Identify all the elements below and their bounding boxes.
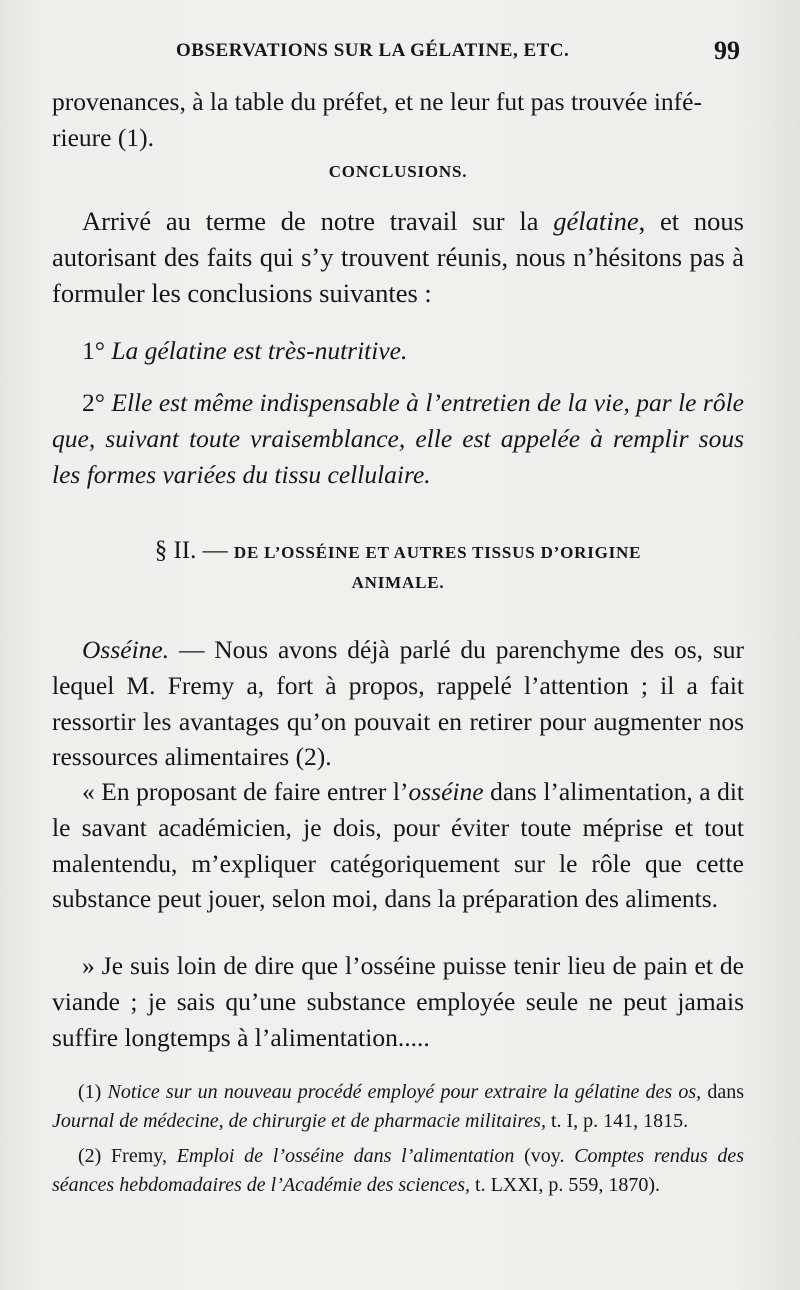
- footnote-1-journal: Journal de médecine, de chirurgie et de pharmacie militaires,: [52, 1110, 546, 1132]
- conclusion-item-1: [52, 333, 744, 369]
- section-title-line-2: ANIMALE.: [351, 573, 445, 592]
- section-heading: [52, 537, 744, 595]
- intro-part-b: , et nous autorisant des faits qui s’y trouvent réunis, nous n’hésitons pas à formuler les conclusions suivantes :: [52, 206, 744, 308]
- section-dash: —: [202, 537, 228, 564]
- quote-paragraph-2: [52, 948, 744, 1055]
- opening-paragraph: [52, 84, 744, 156]
- item-2-number: 2°: [82, 388, 105, 417]
- footnote-2-number: (2): [78, 1145, 102, 1167]
- running-head-title: OBSERVATIONS SUR LA GÉLATINE, ETC.: [176, 40, 570, 61]
- conclusion-item-2-text: [52, 385, 744, 492]
- running-head: [176, 36, 740, 70]
- footnote-1-in: dans: [701, 1081, 745, 1103]
- footnotes: [52, 1078, 744, 1200]
- opening-line-2: rieure (1).: [52, 122, 154, 152]
- quote-paragraph-1-text: [52, 774, 744, 917]
- footnote-2-voy: (voy.: [514, 1145, 575, 1167]
- item-2-statement: Elle est même indispensable à l’entretien de la vie, par le rôle que, suivant toute vraisemblance, elle est appelée à remplir sous les formes variées du tissu cellulaire.: [52, 388, 744, 489]
- conclusions-heading: [52, 162, 744, 182]
- osseine-text: — Nous avons déjà parlé du parenchyme des os, sur lequel M. Fremy a, fort à propos, rappelé l’attention ; il a fait ressortir les avantages qu’on pouvait en retirer pour augmenter nos ressources alimentaires (2).: [52, 635, 744, 772]
- osseine-paragraph-text: [52, 632, 744, 775]
- quote-paragraph-2-text: » Je suis loin de dire que l’osséine puisse tenir lieu de pain et de viande ; je sais qu’une substance employée seule ne peut jamais suffire longtemps à l’alimentation.....: [52, 951, 744, 1052]
- opening-line-1: provenances, à la table du préfet, et ne leur fut pas trouvée infé-: [52, 87, 702, 116]
- footnote-2-author: Fremy,: [111, 1145, 177, 1167]
- item-1-statement: La gélatine est très-nutritive.: [111, 336, 408, 365]
- quote-paragraph-1: [52, 774, 744, 917]
- footnote-1-ref: t. I, p. 141, 1815.: [545, 1110, 689, 1132]
- intro-part-a: Arrivé au terme de notre travail sur la: [82, 206, 554, 236]
- quote-1-emphasis: osséine: [408, 777, 484, 806]
- conclusion-item-2: [52, 385, 744, 492]
- conclusions-intro-text: [52, 203, 744, 311]
- section-heading-line-1: [52, 537, 744, 565]
- footnote-1: [52, 1078, 744, 1136]
- footnote-2-journal: Comptes rendus des séances hebdomadaires de l’Académie des sciences,: [52, 1145, 744, 1196]
- conclusion-item-1-text: [52, 333, 744, 369]
- section-heading-line-2: [52, 567, 744, 595]
- intro-emphasis: gélatine: [553, 206, 639, 236]
- footnote-1-number: (1): [78, 1081, 102, 1103]
- conclusions-intro: [52, 203, 744, 311]
- footnote-1-title: Notice sur un nouveau procédé employé pour extraire la gélatine des os,: [107, 1081, 702, 1103]
- conclusions-title: CONCLUSIONS.: [328, 162, 468, 181]
- quote-1-part-b: dans l’alimentation, a dit le savant académicien, je dois, pour éviter toute méprise et tout malentendu, m’expliquer catégoriquement sur le rôle que cette substance peut jouer, selon moi, dans la préparation des aliments.: [52, 777, 744, 914]
- section-title-line-1: DE L’OSSÉINE ET AUTRES TISSUS D’ORIGINE: [233, 543, 642, 562]
- quote-1-part-a: « En proposant de faire entrer l’: [82, 777, 409, 806]
- footnote-2-ref: t. LXXI, p. 559, 1870).: [470, 1174, 660, 1196]
- footnote-2: [52, 1142, 744, 1200]
- item-1-number: 1°: [82, 336, 105, 365]
- footnote-2-title: Emploi de l’osséine dans l’alimentation: [176, 1145, 515, 1167]
- osseine-label: Osséine.: [82, 635, 170, 664]
- page-number: 99: [714, 36, 740, 65]
- section-number: § II.: [154, 537, 197, 564]
- osseine-paragraph: [52, 632, 744, 775]
